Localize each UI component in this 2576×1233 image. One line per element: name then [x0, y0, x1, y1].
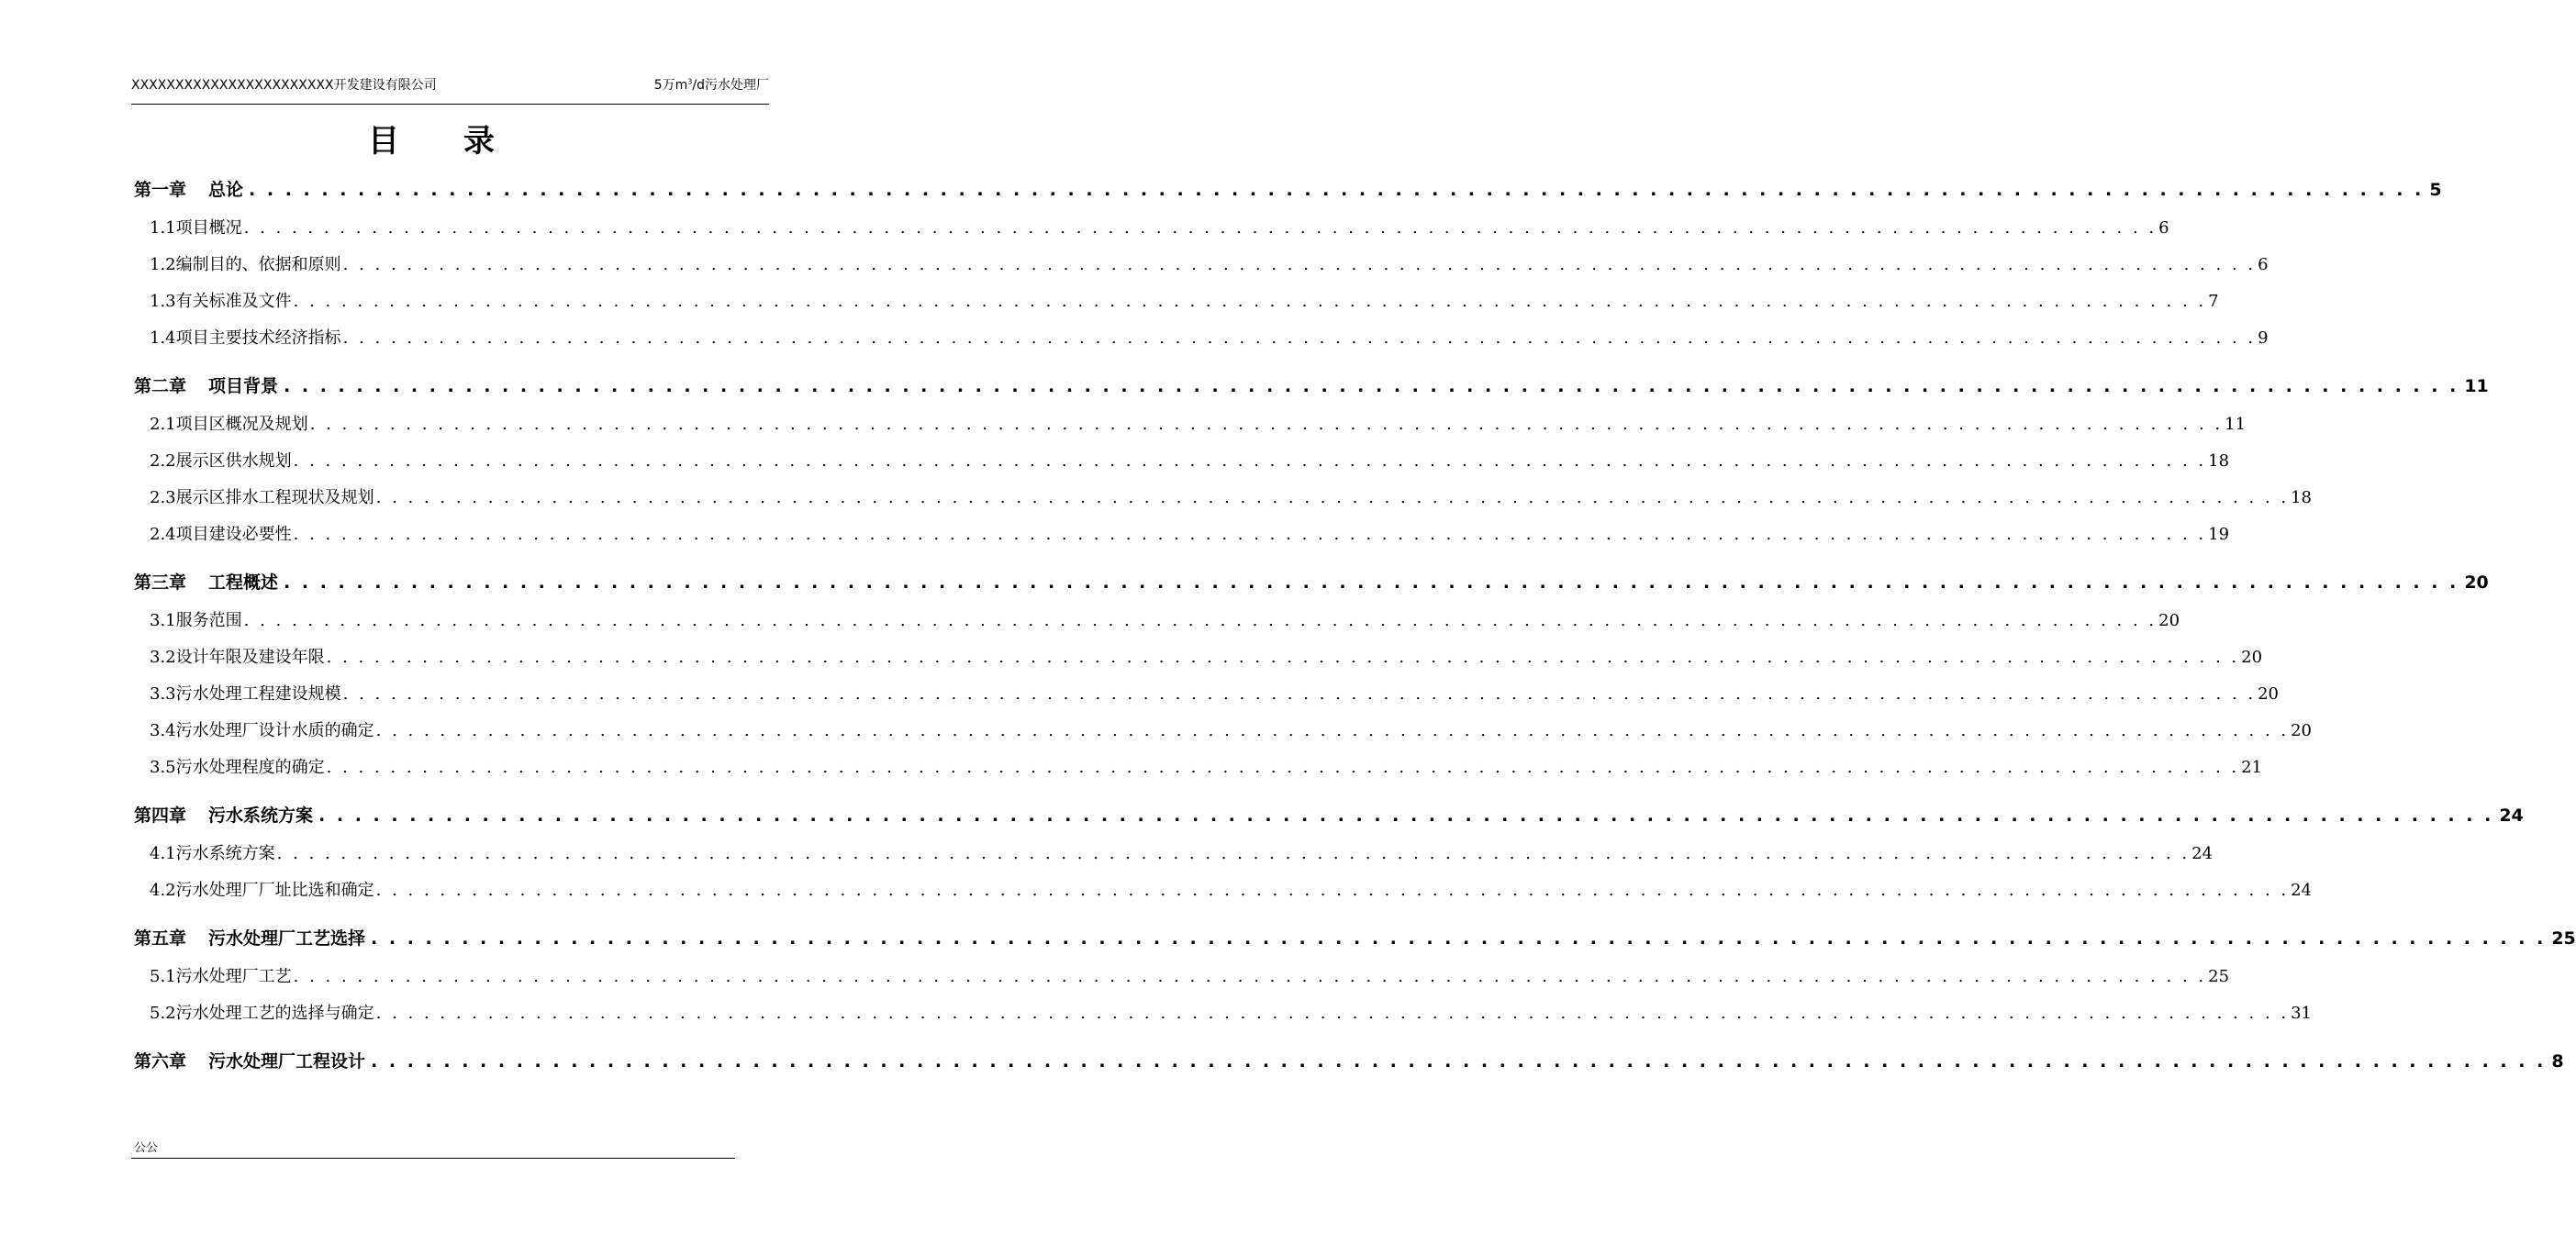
- toc-dot-leader: . . . . . . . . . . . . . . . . . . . . . . . . . . . . . . . . . . . . . . . . . . . . . . . . . . . . . . . . . . . . . . . . . . . . . . . . . . . . . . . . . . . . . . . . . . . . . . . . . . . . . . . . . . . . . . . . . . . . . . . .: [375, 721, 2290, 740]
- toc-chapter-number: 第一章: [134, 180, 187, 200]
- toc-dot-leader: . . . . . . . . . . . . . . . . . . . . . . . . . . . . . . . . . . . . . . . . . . . . . . . . . . . . . . . . . . . . . . . . . . . . . . . . . . . . . . . . . . . . . . . . . . . . . . . . . . . . . . . . . . . . . . . . . . . . . . . .: [342, 328, 2257, 348]
- toc-entry-title: 总论: [208, 180, 244, 200]
- toc-entry-title: 污水系统方案: [208, 805, 314, 826]
- toc-section-entry[interactable]: [134, 872, 2313, 909]
- toc-section-entry[interactable]: [134, 713, 2313, 750]
- toc-page-number: 19: [2208, 525, 2230, 544]
- toc-entry-title: 2.4项目建设必要性: [150, 525, 292, 544]
- toc-section-entry[interactable]: [134, 443, 2230, 480]
- page-title: 目录: [368, 123, 559, 160]
- toc-entry-title: 5.1污水处理厂工艺: [150, 967, 292, 986]
- toc-page-number: 24: [2191, 844, 2214, 863]
- toc-dot-leader: . . . . . . . . . . . . . . . . . . . . . . . . . . . . . . . . . . . . . . . . . . . . . . . . . . . . . . . . . . . . . . . . . . . . . . . . . . . . . . . . . . . . . . . . . . . . . . . . . . . . . . . . . . . . . . . . . . . . . . . .: [243, 218, 2158, 238]
- toc-section-entry[interactable]: [134, 480, 2313, 517]
- toc-dot-leader: . . . . . . . . . . . . . . . . . . . . . . . . . . . . . . . . . . . . . . . . . . . . . . . . . . . . . . . . . . . . . . . . . . . . . . . . . . . . . . . . . . . . . . . . . . . . . . . . . . . . . . . . . . . . . . . . . . . . . . . .: [309, 415, 2224, 434]
- toc-section-entry[interactable]: [134, 750, 2263, 786]
- toc-entry-title: 污水处理厂工艺选择: [208, 928, 366, 949]
- toc-section-entry[interactable]: [134, 603, 2180, 639]
- toc-dot-leader: . . . . . . . . . . . . . . . . . . . . . . . . . . . . . . . . . . . . . . . . . . . . . . . . . . . . . . . . . . . . . . . . . . . . . . . . . . . . . . . . . . . . . . . . . . . . . . . . . . . . . . . . . . . . . . . . . . . . . . . .: [326, 758, 2240, 777]
- toc-section-entry[interactable]: [134, 406, 2247, 443]
- toc-page-number: 7: [2208, 292, 2219, 311]
- toc-page-number: 8: [2551, 1051, 2564, 1072]
- toc-entry-title: 3.4污水处理厂设计水质的确定: [150, 721, 374, 740]
- toc-page-number: 24: [2291, 881, 2313, 900]
- table-of-contents: [134, 174, 2576, 1077]
- footer-rule: [131, 1158, 735, 1159]
- toc-entry-title: 3.1服务范围: [150, 611, 242, 630]
- toc-chapter-number: 第二章: [134, 376, 187, 396]
- toc-dot-leader: . . . . . . . . . . . . . . . . . . . . . . . . . . . . . . . . . . . . . . . . . . . . . . . . . . . . . . . . . . . . . . . . . . . . . . . . . . . . . . . . . . . . . . . . . . . . . . . . . . . . . . . . . . . . . . . . . . . . . . . .: [293, 967, 2207, 986]
- toc-chapter-entry[interactable]: [134, 1046, 2564, 1077]
- toc-dot-leader: . . . . . . . . . . . . . . . . . . . . . . . . . . . . . . . . . . . . . . . . . . . . . . . . . . . . . . . . . . . . . . . . . . . . . . . . . . . . . . . . . . . . . . . . . . . . . . . . . . . . . . . . . . . . . . . . . . . . . . . .: [293, 451, 2207, 471]
- toc-dot-leader: . . . . . . . . . . . . . . . . . . . . . . . . . . . . . . . . . . . . . . . . . . . . . . . . . . . . . . . . . . . . . . . . . . . . . . . . . . . . . . . . . . . . . . . . . . . . . . . . . . . . . . . . . . . . . . . . . . . . . . . .: [249, 180, 2425, 200]
- toc-chapter-entry[interactable]: [134, 371, 2489, 402]
- toc-dot-leader: . . . . . . . . . . . . . . . . . . . . . . . . . . . . . . . . . . . . . . . . . . . . . . . . . . . . . . . . . . . . . . . . . . . . . . . . . . . . . . . . . . . . . . . . . . . . . . . . . . . . . . . . . . . . . . . . . . . . . . . .: [284, 572, 2459, 593]
- toc-page-number: 9: [2258, 328, 2269, 348]
- toc-entry-title: 4.2污水处理厂厂址比选和确定: [150, 881, 374, 900]
- toc-section-entry[interactable]: [134, 210, 2169, 247]
- toc-entry-title: 工程概述: [208, 572, 279, 593]
- toc-entry-title: 2.2展示区供水规划: [150, 451, 292, 471]
- toc-dot-leader: . . . . . . . . . . . . . . . . . . . . . . . . . . . . . . . . . . . . . . . . . . . . . . . . . . . . . . . . . . . . . . . . . . . . . . . . . . . . . . . . . . . . . . . . . . . . . . . . . . . . . . . . . . . . . . . . . . . . . . . .: [371, 1051, 2547, 1072]
- toc-section-entry[interactable]: [134, 247, 2269, 283]
- toc-page-number: 18: [2208, 451, 2230, 471]
- header-project-suffix: /d污水处理厂: [692, 78, 769, 93]
- toc-dot-leader: . . . . . . . . . . . . . . . . . . . . . . . . . . . . . . . . . . . . . . . . . . . . . . . . . . . . . . . . . . . . . . . . . . . . . . . . . . . . . . . . . . . . . . . . . . . . . . . . . . . . . . . . . . . . . . . . . . . . . . . .: [318, 805, 2494, 826]
- toc-page-number: 25: [2208, 967, 2230, 986]
- toc-dot-leader: . . . . . . . . . . . . . . . . . . . . . . . . . . . . . . . . . . . . . . . . . . . . . . . . . . . . . . . . . . . . . . . . . . . . . . . . . . . . . . . . . . . . . . . . . . . . . . . . . . . . . . . . . . . . . . . . . . . . . . . .: [326, 648, 2240, 667]
- toc-page-number: 11: [2225, 415, 2247, 434]
- toc-page-number: 20: [2291, 721, 2313, 740]
- toc-chapter-entry[interactable]: [134, 923, 2576, 954]
- page-header: [131, 75, 769, 94]
- toc-entry-title: 1.3有关标准及文件: [150, 292, 292, 311]
- toc-chapter-number: 第五章: [134, 928, 187, 949]
- toc-page-number: 6: [2158, 218, 2169, 238]
- toc-section-entry[interactable]: [134, 320, 2269, 357]
- toc-dot-leader: . . . . . . . . . . . . . . . . . . . . . . . . . . . . . . . . . . . . . . . . . . . . . . . . . . . . . . . . . . . . . . . . . . . . . . . . . . . . . . . . . . . . . . . . . . . . . . . . . . . . . . . . . . . . . . . . . . . . . . . .: [342, 684, 2257, 704]
- toc-dot-leader: . . . . . . . . . . . . . . . . . . . . . . . . . . . . . . . . . . . . . . . . . . . . . . . . . . . . . . . . . . . . . . . . . . . . . . . . . . . . . . . . . . . . . . . . . . . . . . . . . . . . . . . . . . . . . . . . . . . . . . . .: [375, 1004, 2290, 1023]
- header-project-sup: 3: [687, 77, 693, 86]
- toc-page-number: 20: [2241, 648, 2263, 667]
- toc-page-number: 24: [2499, 805, 2524, 826]
- toc-page-number: 11: [2464, 376, 2489, 396]
- toc-entry-title: 污水处理厂工程设计: [208, 1051, 366, 1072]
- toc-entry-title: 3.3污水处理工程建设规模: [150, 684, 341, 704]
- toc-dot-leader: . . . . . . . . . . . . . . . . . . . . . . . . . . . . . . . . . . . . . . . . . . . . . . . . . . . . . . . . . . . . . . . . . . . . . . . . . . . . . . . . . . . . . . . . . . . . . . . . . . . . . . . . . . . . . . . . . . . . . . . .: [375, 488, 2290, 507]
- toc-entry-title: 项目背景: [208, 376, 279, 396]
- toc-entry-title: 3.5污水处理程度的确定: [150, 758, 325, 777]
- toc-page-number: 25: [2551, 928, 2576, 949]
- toc-dot-leader: . . . . . . . . . . . . . . . . . . . . . . . . . . . . . . . . . . . . . . . . . . . . . . . . . . . . . . . . . . . . . . . . . . . . . . . . . . . . . . . . . . . . . . . . . . . . . . . . . . . . . . . . . . . . . . . . . . . . . . . .: [284, 376, 2459, 396]
- toc-section-entry[interactable]: [134, 959, 2230, 995]
- toc-entry-title: 1.4项目主要技术经济指标: [150, 328, 341, 348]
- toc-page-number: 20: [2464, 572, 2489, 593]
- toc-chapter-number: 第三章: [134, 572, 187, 593]
- toc-section-entry[interactable]: [134, 517, 2230, 553]
- toc-chapter-entry[interactable]: [134, 800, 2524, 831]
- toc-page-number: 31: [2291, 1004, 2313, 1023]
- page-footer: 公公: [134, 1141, 159, 1155]
- toc-entry-title: 3.2设计年限及建设年限: [150, 648, 325, 667]
- toc-dot-leader: . . . . . . . . . . . . . . . . . . . . . . . . . . . . . . . . . . . . . . . . . . . . . . . . . . . . . . . . . . . . . . . . . . . . . . . . . . . . . . . . . . . . . . . . . . . . . . . . . . . . . . . . . . . . . . . . . . . . . . . .: [371, 928, 2547, 949]
- toc-chapter-entry[interactable]: [134, 174, 2442, 206]
- toc-dot-leader: . . . . . . . . . . . . . . . . . . . . . . . . . . . . . . . . . . . . . . . . . . . . . . . . . . . . . . . . . . . . . . . . . . . . . . . . . . . . . . . . . . . . . . . . . . . . . . . . . . . . . . . . . . . . . . . . . . . . . . . .: [342, 255, 2257, 274]
- toc-entry-title: 1.2编制目的、依据和原则: [150, 255, 341, 274]
- toc-section-entry[interactable]: [134, 639, 2263, 676]
- toc-entry-title: 2.3展示区排水工程现状及规划: [150, 488, 374, 507]
- toc-chapter-number: 第六章: [134, 1051, 187, 1072]
- toc-entry-title: 4.1污水系统方案: [150, 844, 275, 863]
- toc-chapter-entry[interactable]: [134, 567, 2489, 598]
- header-project: [654, 75, 769, 94]
- toc-section-entry[interactable]: [134, 676, 2280, 713]
- toc-section-entry[interactable]: [134, 836, 2214, 872]
- toc-page-number: 5: [2429, 180, 2442, 200]
- toc-page-number: 20: [2258, 684, 2280, 704]
- toc-page-number: 18: [2291, 488, 2313, 507]
- header-rule: [131, 104, 769, 105]
- header-company: XXXXXXXXXXXXXXXXXXXXXXX开发建设有限公司: [131, 78, 437, 93]
- header-project-prefix: 5万m: [653, 78, 688, 93]
- toc-entry-title: 5.2污水处理工艺的选择与确定: [150, 1004, 374, 1023]
- toc-page-number: 21: [2241, 758, 2263, 777]
- toc-dot-leader: . . . . . . . . . . . . . . . . . . . . . . . . . . . . . . . . . . . . . . . . . . . . . . . . . . . . . . . . . . . . . . . . . . . . . . . . . . . . . . . . . . . . . . . . . . . . . . . . . . . . . . . . . . . . . . . . . . . . . . . .: [293, 292, 2207, 311]
- toc-page-number: 20: [2158, 611, 2180, 630]
- toc-dot-leader: . . . . . . . . . . . . . . . . . . . . . . . . . . . . . . . . . . . . . . . . . . . . . . . . . . . . . . . . . . . . . . . . . . . . . . . . . . . . . . . . . . . . . . . . . . . . . . . . . . . . . . . . . . . . . . . . . . . . . . . .: [276, 844, 2191, 863]
- toc-dot-leader: . . . . . . . . . . . . . . . . . . . . . . . . . . . . . . . . . . . . . . . . . . . . . . . . . . . . . . . . . . . . . . . . . . . . . . . . . . . . . . . . . . . . . . . . . . . . . . . . . . . . . . . . . . . . . . . . . . . . . . . .: [293, 525, 2207, 544]
- toc-dot-leader: . . . . . . . . . . . . . . . . . . . . . . . . . . . . . . . . . . . . . . . . . . . . . . . . . . . . . . . . . . . . . . . . . . . . . . . . . . . . . . . . . . . . . . . . . . . . . . . . . . . . . . . . . . . . . . . . . . . . . . . .: [375, 881, 2290, 900]
- toc-section-entry[interactable]: [134, 283, 2219, 320]
- toc-entry-title: 2.1项目区概况及规划: [150, 415, 308, 434]
- toc-section-entry[interactable]: [134, 995, 2313, 1032]
- toc-entry-title: 1.1项目概况: [150, 218, 242, 238]
- toc-dot-leader: . . . . . . . . . . . . . . . . . . . . . . . . . . . . . . . . . . . . . . . . . . . . . . . . . . . . . . . . . . . . . . . . . . . . . . . . . . . . . . . . . . . . . . . . . . . . . . . . . . . . . . . . . . . . . . . . . . . . . . . .: [243, 611, 2158, 630]
- toc-page-number: 6: [2258, 255, 2269, 274]
- toc-chapter-number: 第四章: [134, 805, 187, 826]
